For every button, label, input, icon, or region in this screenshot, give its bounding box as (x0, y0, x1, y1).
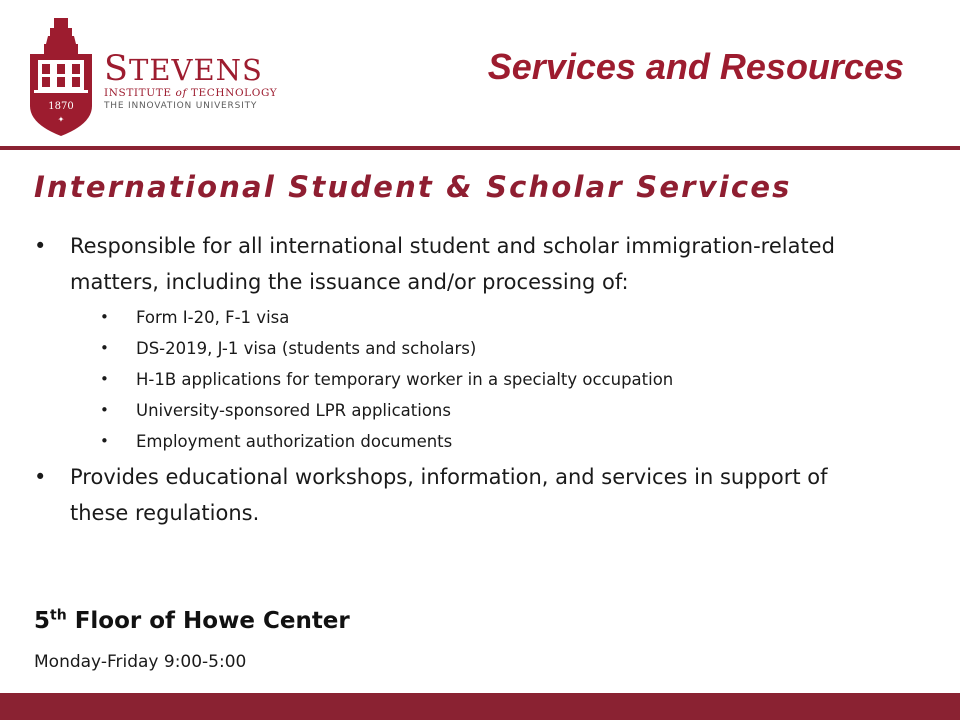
bullet-item (34, 228, 874, 300)
bullet-icon: • (100, 401, 109, 419)
footer-bar (0, 693, 960, 720)
sub-bullet-text: Form I-20, F-1 visa (136, 308, 290, 327)
slide-title: Services and Resources (487, 46, 904, 87)
logo-name: STEVENS (104, 49, 263, 89)
sub-bullet-list (34, 302, 874, 457)
sub-bullet-item (34, 426, 874, 457)
bullet-icon: • (100, 370, 109, 388)
bullet-text: Provides educational workshops, information, and services in support of these regulations. (70, 465, 828, 525)
sub-bullet-text: DS-2019, J-1 visa (students and scholars) (136, 339, 477, 358)
bullet-icon: • (100, 339, 109, 357)
bullet-icon: • (100, 432, 109, 450)
bullet-item (34, 459, 874, 531)
logo-institute: INSTITUTE of TECHNOLOGY (104, 87, 278, 99)
sub-bullet-item (34, 333, 874, 364)
sub-bullet-group (34, 302, 874, 457)
bullet-icon: • (34, 234, 47, 258)
office-hours: Monday-Friday 9:00-5:00 (34, 652, 247, 672)
bullet-text: Responsible for all international student and scholar immigration-related matters, including the issuance and/or processing of: (70, 234, 835, 294)
sub-bullet-text: H-1B applications for temporary worker in a specialty occupation (136, 370, 674, 389)
sub-bullet-text: Employment authorization documents (136, 432, 453, 451)
bullet-list (34, 228, 874, 531)
sub-bullet-item (34, 395, 874, 426)
slide-header (0, 0, 960, 148)
location-heading: 5th Floor of Howe Center (34, 607, 350, 634)
svg-text:✦: ✦ (57, 115, 65, 124)
sub-bullet-item (34, 302, 874, 333)
logo-wordmark (104, 49, 304, 111)
logo-tagline: THE INNOVATION UNIVERSITY (104, 101, 258, 111)
svg-text:1870: 1870 (48, 101, 74, 112)
sub-bullet-item (34, 364, 874, 395)
stevens-logo (26, 14, 296, 140)
stevens-crest-icon (26, 14, 96, 140)
bullet-icon: • (34, 465, 47, 489)
header-divider (0, 146, 960, 150)
bullet-icon: • (100, 308, 109, 326)
sub-bullet-text: University-sponsored LPR applications (136, 401, 451, 420)
section-heading: International Student & Scholar Services (34, 170, 792, 204)
